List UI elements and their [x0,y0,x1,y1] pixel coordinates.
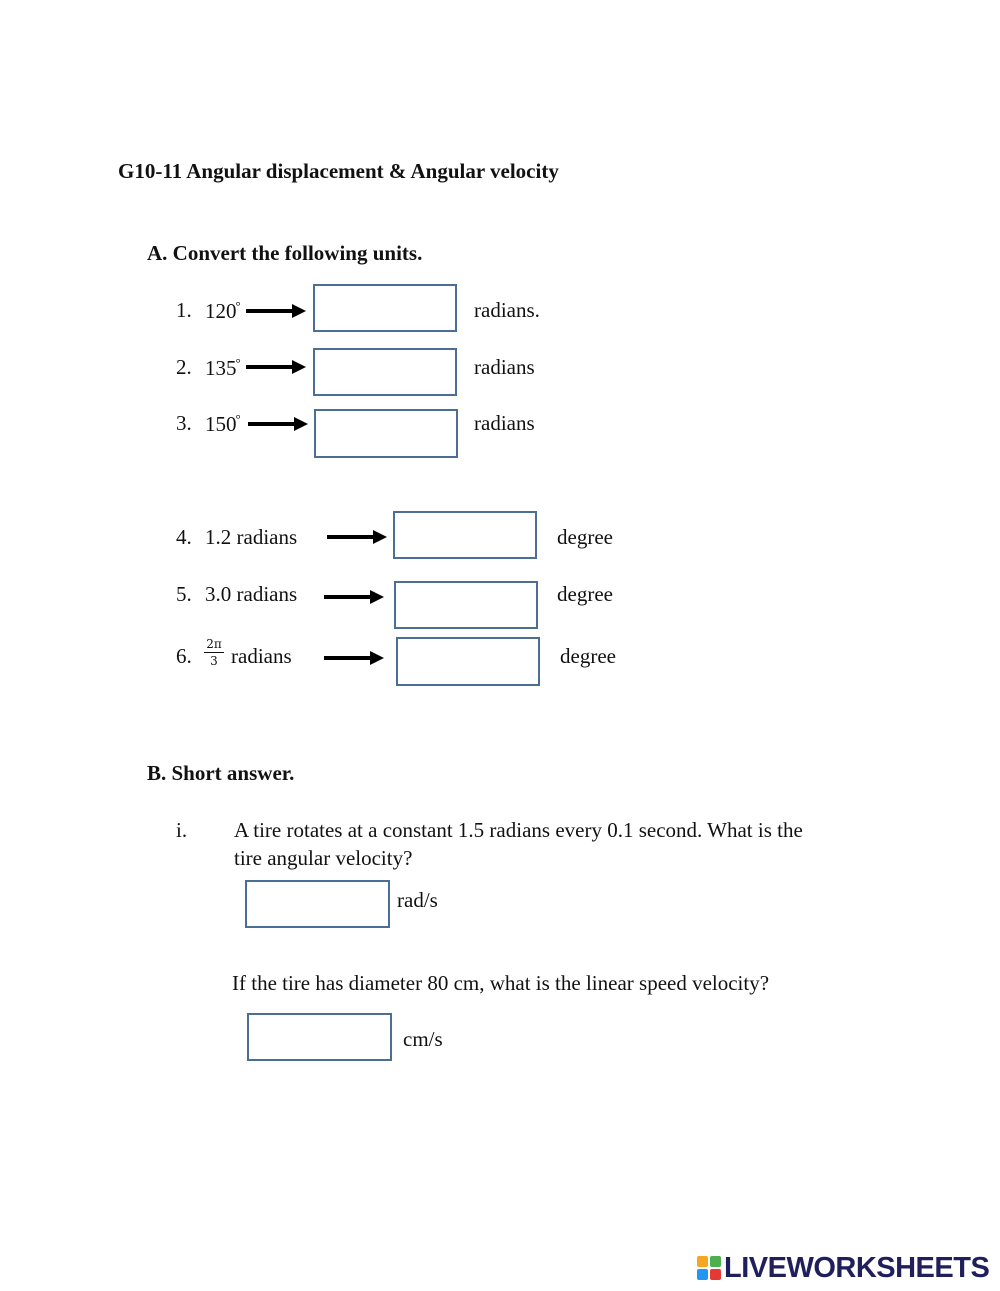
answer-box-item-4[interactable] [393,511,537,559]
item-6-unit: degree [560,644,616,668]
degree-mark: ° [235,411,241,426]
logo-mark-square [697,1269,708,1280]
item-3-value: 150° [205,411,241,436]
item-2-unit: radians [474,355,535,379]
arrow-right-icon [324,588,386,606]
logo-mark-square [710,1269,721,1280]
question-2-unit: cm/s [403,1027,443,1051]
arrow-right-icon [327,528,389,546]
question-1-number: i. [176,818,188,842]
item-3-number: 3. [176,411,192,435]
section-a-heading: A. Convert the following units. [147,241,423,265]
item-1-number: 1. [176,298,192,322]
answer-box-angular-velocity[interactable] [245,880,390,928]
degree-mark: ° [235,298,241,313]
item-2-number: 2. [176,355,192,379]
item-2-value: 135° [205,355,241,380]
question-2-text: If the tire has diameter 80 cm, what is the linear speed velocity? [232,971,770,995]
arrow-right-icon [246,302,308,320]
fraction-numerator: 2π [206,637,222,651]
arrow-right-icon [248,415,310,433]
question-1-line-1: A tire rotates at a constant 1.5 radians every 0.1 second. What is the [234,818,803,842]
liveworksheets-logo [697,1252,989,1284]
answer-box-item-6[interactable] [396,637,540,686]
item-3-unit: radians [474,411,535,435]
arrow-right-icon [246,358,308,376]
fraction-denominator: 3 [210,654,218,668]
answer-box-item-5[interactable] [394,581,538,629]
answer-box-linear-speed[interactable] [247,1013,392,1061]
degree-mark: ° [235,355,241,370]
question-1-unit: rad/s [397,888,438,912]
item-1-unit: radians. [474,298,540,322]
item-1-value: 120° [205,298,241,323]
item-6-number: 6. [176,644,192,668]
answer-box-item-1[interactable] [313,284,457,332]
item-5-value: 3.0 radians [205,582,298,606]
logo-mark-square [697,1256,708,1267]
arrow-right-icon [324,649,386,667]
section-b-heading: B. Short answer. [147,761,295,785]
logo-mark-square [710,1256,721,1267]
logo-mark-icon [697,1256,721,1280]
question-1-line-2: tire angular velocity? [234,846,413,870]
worksheet-title: G10-11 Angular displacement & Angular velocity [118,159,559,183]
item-5-number: 5. [176,582,192,606]
answer-box-item-2[interactable] [313,348,457,396]
item-5-unit: degree [557,582,613,606]
fraction-two-pi-over-three [204,637,224,668]
item-4-number: 4. [176,525,192,549]
item-4-value: 1.2 radians [205,525,298,549]
item-4-unit: degree [557,525,613,549]
item-6-value: radians [231,644,292,668]
logo-text: LIVEWORKSHEETS [724,1251,990,1284]
fraction-bar [204,652,224,653]
answer-box-item-3[interactable] [314,409,458,458]
